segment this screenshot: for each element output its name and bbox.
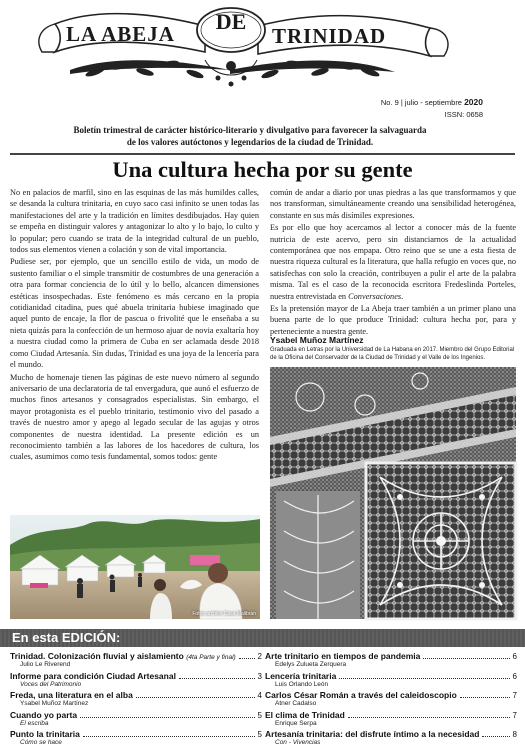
lace-pattern: [270, 367, 516, 619]
contents-title: En esta EDICIÓN:: [12, 630, 121, 645]
leader-dots: [136, 697, 255, 698]
issue-period: | julio - septiembre: [400, 98, 462, 107]
masthead-title-mid: DE: [215, 9, 247, 34]
leader-dots: [83, 736, 255, 737]
contents-item[interactable]: [265, 729, 517, 749]
issue-year: 2020: [464, 97, 483, 107]
contents-item-title: Lencería trinitaria: [265, 670, 337, 681]
paragraph-end: .: [401, 291, 404, 301]
contents-item-page: 5: [257, 710, 262, 720]
contents-item[interactable]: [265, 710, 517, 730]
contents-item-title: Informe para condición Ciudad Artesanal: [10, 670, 176, 681]
contents-item[interactable]: [10, 690, 262, 710]
issue-info: [381, 97, 483, 108]
article-column-left: [10, 187, 259, 513]
issn: ISSN: 0658: [444, 110, 483, 119]
author-name: Ysabel Muñoz Martínez: [270, 335, 364, 345]
contents-item[interactable]: [265, 671, 517, 691]
article-paragraph: No en palacios de marfil, sino en las esquinas de las más humildes calles, se desanda la cultura trinitaria, en cuyo saco casi infinito se unen todas las manifestaciones del arte y la tradición en límites desdibujados. Hay quien se empeña en distinguir valores y antagonizar lo alto y lo bajo, lo culto y lo popular; pero cuando se trata de la integridad cultural de un pueblo, todos sus elementos vienen a colación y son de vital importancia.: [10, 188, 259, 255]
paragraph-text: Es por ello que hoy acercamos al lector a conocer más de la fuente nutricia de este acervo, pero sin distanciarnos de la actualidad contemporánea que nos empapa. Otro reino que se une a esta fiesta de nuestra riqueza cultural es la literatura, que halla refugio en voces que, no satisfechas con solo la creación, contribuyen a pulir el arte de la palabra misma. Tal es el caso de la reconocida escritora Fredeslinda Porteles, nuestra entrevistada en: [270, 223, 516, 301]
contents-item-author: Luis Orlando León: [275, 680, 329, 688]
contents-item-title: El clima de Trinidad: [265, 709, 345, 720]
leader-dots: [460, 697, 510, 698]
contents-list-left: [10, 651, 262, 749]
contents-item-page: 4: [257, 691, 262, 701]
article-column-right: [270, 187, 516, 336]
lace-image: [270, 367, 516, 619]
issue-number: No. 9: [380, 98, 399, 107]
contents-item-title: Freda, una literatura en el alba: [10, 690, 133, 701]
tagline: [60, 124, 440, 148]
contents-item-author: Enrique Serpa: [275, 719, 317, 727]
contents-item-author: Ysabel Muñoz Martínez: [20, 700, 89, 708]
contents-item[interactable]: [10, 651, 262, 671]
contents-item[interactable]: [10, 671, 262, 691]
contents-item-page: 5: [257, 730, 262, 740]
contents-item-author: Voces del Patrimonio: [20, 680, 82, 688]
contents-item-title: Punto la trinitaria: [10, 729, 80, 740]
contents-item-title: Trinidad. Colonización fluvial y aislamiento: [10, 651, 184, 661]
leader-dots: [423, 658, 509, 659]
masthead-title-left: LA ABEJA: [66, 22, 175, 46]
contents-item-author: Edelys Zulueta Zerquera: [275, 661, 347, 668]
article-paragraph: Es la pretensión mayor de La Abeja traer también a un primer plano una buena parte de lo que produce Trinidad: cultura hecha por, para y perteneciente a nuestra gente.: [270, 304, 516, 336]
article-paragraph: común de andar a diario por unas piedras a las que transformamos y que nos transforman, simultáneamente creando una sensibilidad heterogénea, constante en sus más disímiles expresiones.: [270, 188, 516, 220]
contents-item[interactable]: [10, 729, 262, 749]
article-paragraph: [270, 222, 516, 302]
leader-dots: [348, 717, 510, 718]
contents-item-author: Con - Vivencias: [275, 739, 321, 747]
leader-dots: [239, 658, 255, 659]
contents-item-author: Julio Le Riverend: [20, 661, 71, 668]
photo-scene: [10, 515, 260, 619]
contents-item-title: Artesanía trinitaria: del disfrute íntimo a la necesidad: [265, 729, 480, 740]
contents-item-page: 3: [257, 671, 262, 681]
contents-item-page: 7: [512, 710, 517, 720]
contents-item-author: El escriba: [20, 719, 49, 727]
contents-item-page: 2: [257, 652, 262, 661]
masthead-title-right: TRINIDAD: [272, 24, 387, 48]
contents-item[interactable]: [10, 710, 262, 730]
section-reference: Conversaciones: [348, 291, 402, 301]
photo-credit: Fotos archivo Casa Malibrán: [192, 611, 256, 617]
contents-item-title: Carlos César Román a través del caleidoscopio: [265, 690, 457, 701]
leader-dots: [482, 736, 509, 737]
headline: Una cultura hecha por su gente: [112, 157, 413, 182]
contents-item-note: (4ta Parte y final): [186, 654, 236, 661]
leader-dots: [339, 678, 509, 679]
contents-item[interactable]: [265, 651, 517, 671]
contents-item-author: Atner Cadalso: [275, 700, 317, 708]
header-rule: [10, 153, 515, 155]
contents-banner: [0, 629, 525, 647]
contents-item-page: 6: [512, 671, 517, 681]
author-bio: Graduada en Letras por la Universidad de La Habana en 2017. Miembro del Grupo Editorial de la Oficina del Conservador de la Ciudad de Trinidad y el Valle de los Ingenios.: [270, 347, 515, 361]
leader-dots: [179, 678, 255, 679]
artisans-photo: [10, 515, 260, 619]
article-paragraph: Pudiese ser, por ejemplo, que un sencillo estilo de vida, un modo de sustento familiar o el simple transmitir de costumbres de una generación a otra para formar conciencia de lo útil y lo bello, alcancen dimensiones estéticas insospechadas. Este fenómeno es más cercano en la propia cotidianidad citadina, pues qué abuela trinitaria hubiese imaginado que aquel punto de encaje, la flor de pascua o frivolité que le enseñaba a su nieta quizás para la confección de un hermoso ajuar de novia exaltaría hoy a nuestra ciudad como la primera de Cuba en ser aclamada desde 2018 como Ciudad Artesanía. Sin dudas, Trinidad es una joya de la lencería para el mundo.: [10, 257, 259, 370]
tagline-line-1: Boletín trimestral de carácter histórico-literario y divulgativo para favorecer la salvaguarda: [73, 125, 427, 135]
contents-item-title: Cuando yo parta: [10, 709, 78, 720]
tagline-line-2: de los valores autóctonos y legendarios de la ciudad de Trinidad.: [126, 137, 374, 147]
contents-item-page: 8: [512, 730, 517, 740]
contents-item-page: 6: [512, 652, 517, 661]
leader-dots: [80, 717, 254, 718]
contents-item-title: Arte trinitario en tiempos de pandemia: [265, 651, 421, 661]
article-paragraph: Mucho de homenaje tienen las páginas de este nuevo número al segundo aniversario de una declaratoria de tal envergadura, que aunó el esfuerzo de muchos finos artesanos y consagrados especialistas. Sin embargo, el mayor protagonista es el pueblo trinitario, testimonio vivo del pasado a través de nuestro amor y apego al legado secular de las agujas y otros componentes de nuestra identidad. La presente edición es un reconocimiento también a las labores de los hacedores de cultura, los cuales, asumimos como tesis fundamental, somos todos: gente: [10, 372, 259, 462]
masthead: [0, 0, 525, 96]
contents-item-author: Cómo se hace: [20, 739, 62, 747]
contents-item-page: 7: [512, 691, 517, 701]
contents-item[interactable]: [265, 690, 517, 710]
contents-list-right: [265, 651, 517, 749]
